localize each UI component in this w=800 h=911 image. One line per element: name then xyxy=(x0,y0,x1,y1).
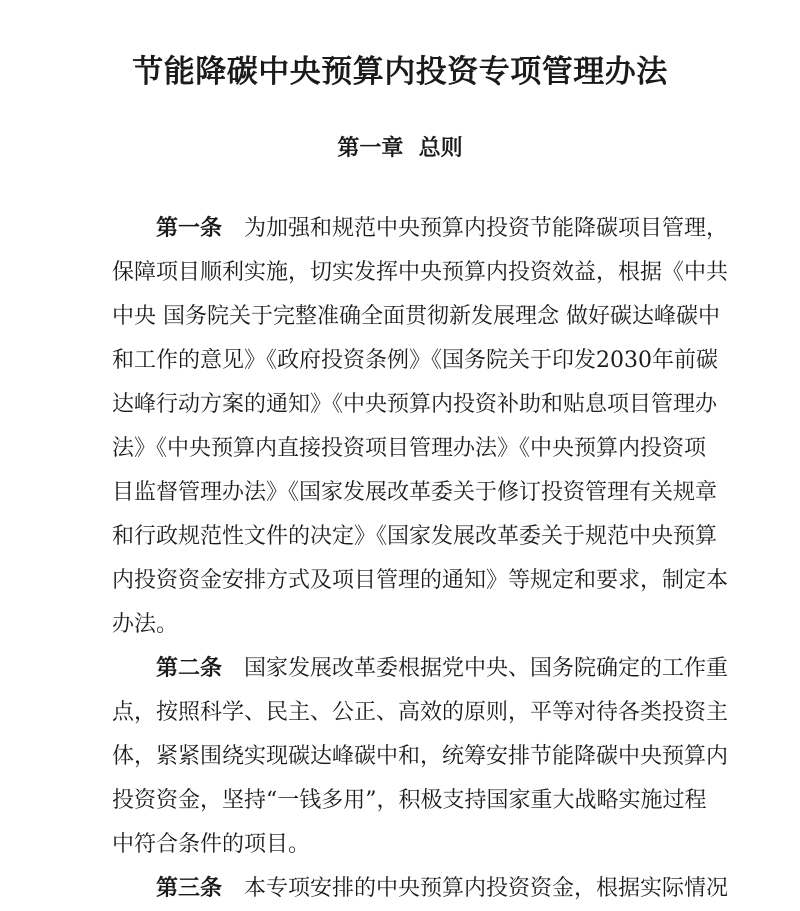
article-1-line: 办法。 xyxy=(112,612,179,637)
article-2-line: 体，紧紧围绕实现碳达峰碳中和，统筹安排节能降碳中央预算内 xyxy=(112,744,729,769)
article-1-line: 目监督管理办法》《国家发展改革委关于修订投资管理有关规章 xyxy=(112,480,718,505)
chapter-heading: 第一章 总则 xyxy=(337,136,463,161)
article-2-text: 国家发展改革委根据党中央、国务院确定的工作重 xyxy=(244,656,729,681)
article-1-line: 法》《中央预算内直接投资项目管理办法》《中央预算内投资项 xyxy=(112,436,707,461)
article-1-line: 内投资资金安排方式及项目管理的通知》等规定和要求，制定本 xyxy=(112,568,729,593)
article-1-line: 达峰行动方案的通知》《中央预算内投资补助和贴息项目管理办 xyxy=(112,392,718,417)
article-1-line: 中央 国务院关于完整准确全面贯彻新发展理念 做好碳达峰碳中 xyxy=(112,304,720,329)
article-1-label: 第一条 xyxy=(156,216,223,241)
article-2-first-line xyxy=(156,647,729,691)
article-2-label: 第二条 xyxy=(156,656,223,681)
article-2-line: 投资资金，坚持“一钱多用”，积极支持国家重大战略实施过程 xyxy=(112,788,707,813)
article-1-line: 保障项目顺利实施，切实发挥中央预算内投资效益，根据《中共 xyxy=(112,260,729,285)
article-3-label: 第三条 xyxy=(156,876,223,901)
article-2-line: 点，按照科学、民主、公正、高效的原则，平等对待各类投资主 xyxy=(112,700,729,725)
article-1-line: 和工作的意见》《政府投资条例》《国务院关于印发2030年前碳 xyxy=(112,348,718,373)
article-1-line: 和行政规范性文件的决定》《国家发展改革委关于规范中央预算 xyxy=(112,524,718,549)
article-1-first-line xyxy=(156,207,729,251)
article-2-line: 中符合条件的项目。 xyxy=(112,832,311,857)
article-3-text: 本专项安排的中央预算内投资资金，根据实际情况 xyxy=(244,876,729,901)
article-3-first-line xyxy=(156,867,729,911)
article-1-text: 为加强和规范中央预算内投资节能降碳项目管理， xyxy=(244,216,729,241)
document-title: 节能降碳中央预算内投资专项管理办法 xyxy=(132,54,668,90)
